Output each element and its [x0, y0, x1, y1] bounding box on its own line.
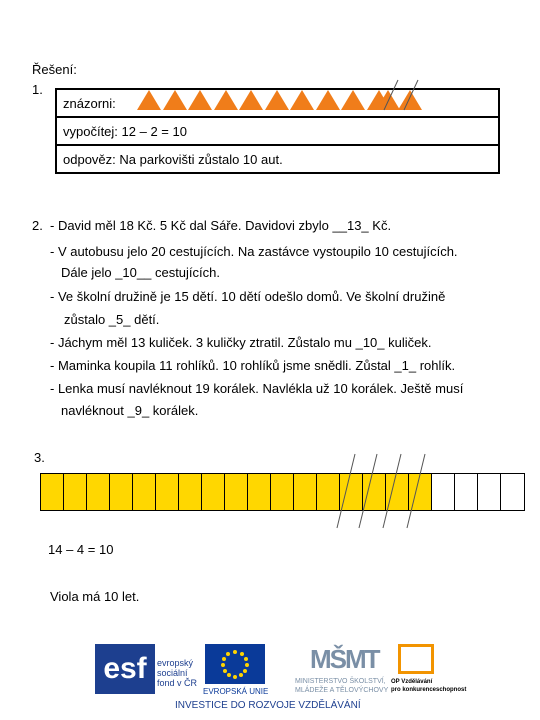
grid-cell-yellow	[248, 474, 271, 510]
op-line-1: OP Vzdělávání	[391, 679, 433, 685]
solution-heading: Řešení:	[32, 62, 77, 77]
grid-cell-yellow	[225, 474, 248, 510]
grid-cell-yellow	[110, 474, 133, 510]
msmt-logo-icon: MŠMT	[310, 644, 379, 674]
op-line-2: pro konkurenceschopnost	[391, 687, 467, 693]
msmt-line-2: MLÁDEŽE A TĚLOVÝCHOVY	[295, 687, 389, 694]
grid-cell-yellow	[294, 474, 317, 510]
eu-flag-icon	[205, 644, 265, 684]
strike-line	[404, 80, 418, 110]
triangle-icon	[316, 90, 340, 110]
strike-line	[337, 454, 355, 528]
grid-cell-yellow	[133, 474, 156, 510]
triangle-strike-lines	[380, 78, 426, 112]
esf-logo-icon: esf	[95, 644, 155, 694]
s2-item-1: - David měl 18 Kč. 5 Kč dal Sáře. Davidovi zbylo __13_ Kč.	[50, 218, 392, 233]
footer-text: INVESTICE DO ROZVOJE VZDĚLÁVÁNÍ	[175, 700, 361, 711]
triangle-icon	[163, 90, 187, 110]
age-grid	[40, 473, 525, 511]
section-2-number: 2.	[32, 218, 43, 233]
triangle-icon	[214, 90, 238, 110]
grid-cell-empty	[501, 474, 524, 510]
esf-line-1: evropský	[157, 658, 194, 668]
triangle-icon	[290, 90, 314, 110]
vypocitej-row: vypočítej: 12 – 2 = 10	[56, 117, 499, 145]
grid-cell-empty	[432, 474, 455, 510]
grid-cell-yellow	[271, 474, 294, 510]
s2-item-2: - V autobusu jelo 20 cestujících. Na zastávce vystoupilo 10 cestujících.	[50, 244, 458, 259]
s3-answer: Viola má 10 let.	[50, 589, 140, 604]
s2-item-3: - Ve školní družině je 15 dětí. 10 dětí odešlo domů. Ve školní družině	[50, 289, 446, 304]
strike-line	[407, 454, 425, 528]
grid-cell-yellow	[64, 474, 87, 510]
esf-line-2: sociální	[157, 668, 188, 678]
triangle-icon	[341, 90, 365, 110]
odpoved-row: odpověz: Na parkovišti zůstalo 10 aut.	[56, 145, 499, 173]
logo-bar	[95, 640, 465, 710]
esf-text	[157, 658, 197, 688]
grid-cell-yellow	[87, 474, 110, 510]
grid-cell-yellow	[156, 474, 179, 510]
s2-item-6: - Lenka musí navléknout 19 korálek. Navlékla už 10 korálek. Ještě musí	[50, 381, 464, 396]
section-1-number: 1.	[32, 82, 43, 97]
strike-line	[359, 454, 377, 528]
triangle-icon	[137, 90, 161, 110]
strike-line	[383, 454, 401, 528]
s2-item-5: - Maminka koupila 11 rohlíků. 10 rohlíků jsme snědli. Zůstal _1_ rohlík.	[50, 358, 456, 373]
op-logo-icon	[398, 644, 434, 674]
triangle-icon	[239, 90, 263, 110]
znazorni-label: znázorni:	[63, 95, 116, 111]
msmt-line-1: MINISTERSTVO ŠKOLSTVÍ,	[295, 678, 386, 685]
triangle-icon	[188, 90, 212, 110]
s2-item-4: - Jáchym měl 13 kuliček. 3 kuličky ztratil. Zůstalo mu _10_ kuliček.	[50, 335, 432, 350]
s3-equation: 14 – 4 = 10	[48, 542, 114, 557]
s2-item-6b: navléknout _9_ korálek.	[61, 403, 199, 418]
strike-line	[384, 80, 398, 110]
s2-item-3b: zůstalo _5_ dětí.	[64, 312, 160, 327]
grid-cell-yellow	[41, 474, 64, 510]
eu-stars-icon	[205, 644, 265, 684]
msmt-text	[295, 677, 388, 695]
grid-cell-empty	[478, 474, 501, 510]
eu-label: EVROPSKÁ UNIE	[203, 687, 269, 696]
section-3-number: 3.	[34, 450, 45, 465]
triangle-icon	[265, 90, 289, 110]
esf-line-3: fond v ČR	[157, 678, 198, 688]
grid-cell-empty	[455, 474, 478, 510]
grid-strike-lines	[325, 452, 435, 530]
s2-item-2b: Dále jelo _10__ cestujících.	[61, 265, 220, 280]
grid-cell-yellow	[179, 474, 202, 510]
grid-cell-yellow	[202, 474, 225, 510]
op-text	[391, 678, 466, 694]
